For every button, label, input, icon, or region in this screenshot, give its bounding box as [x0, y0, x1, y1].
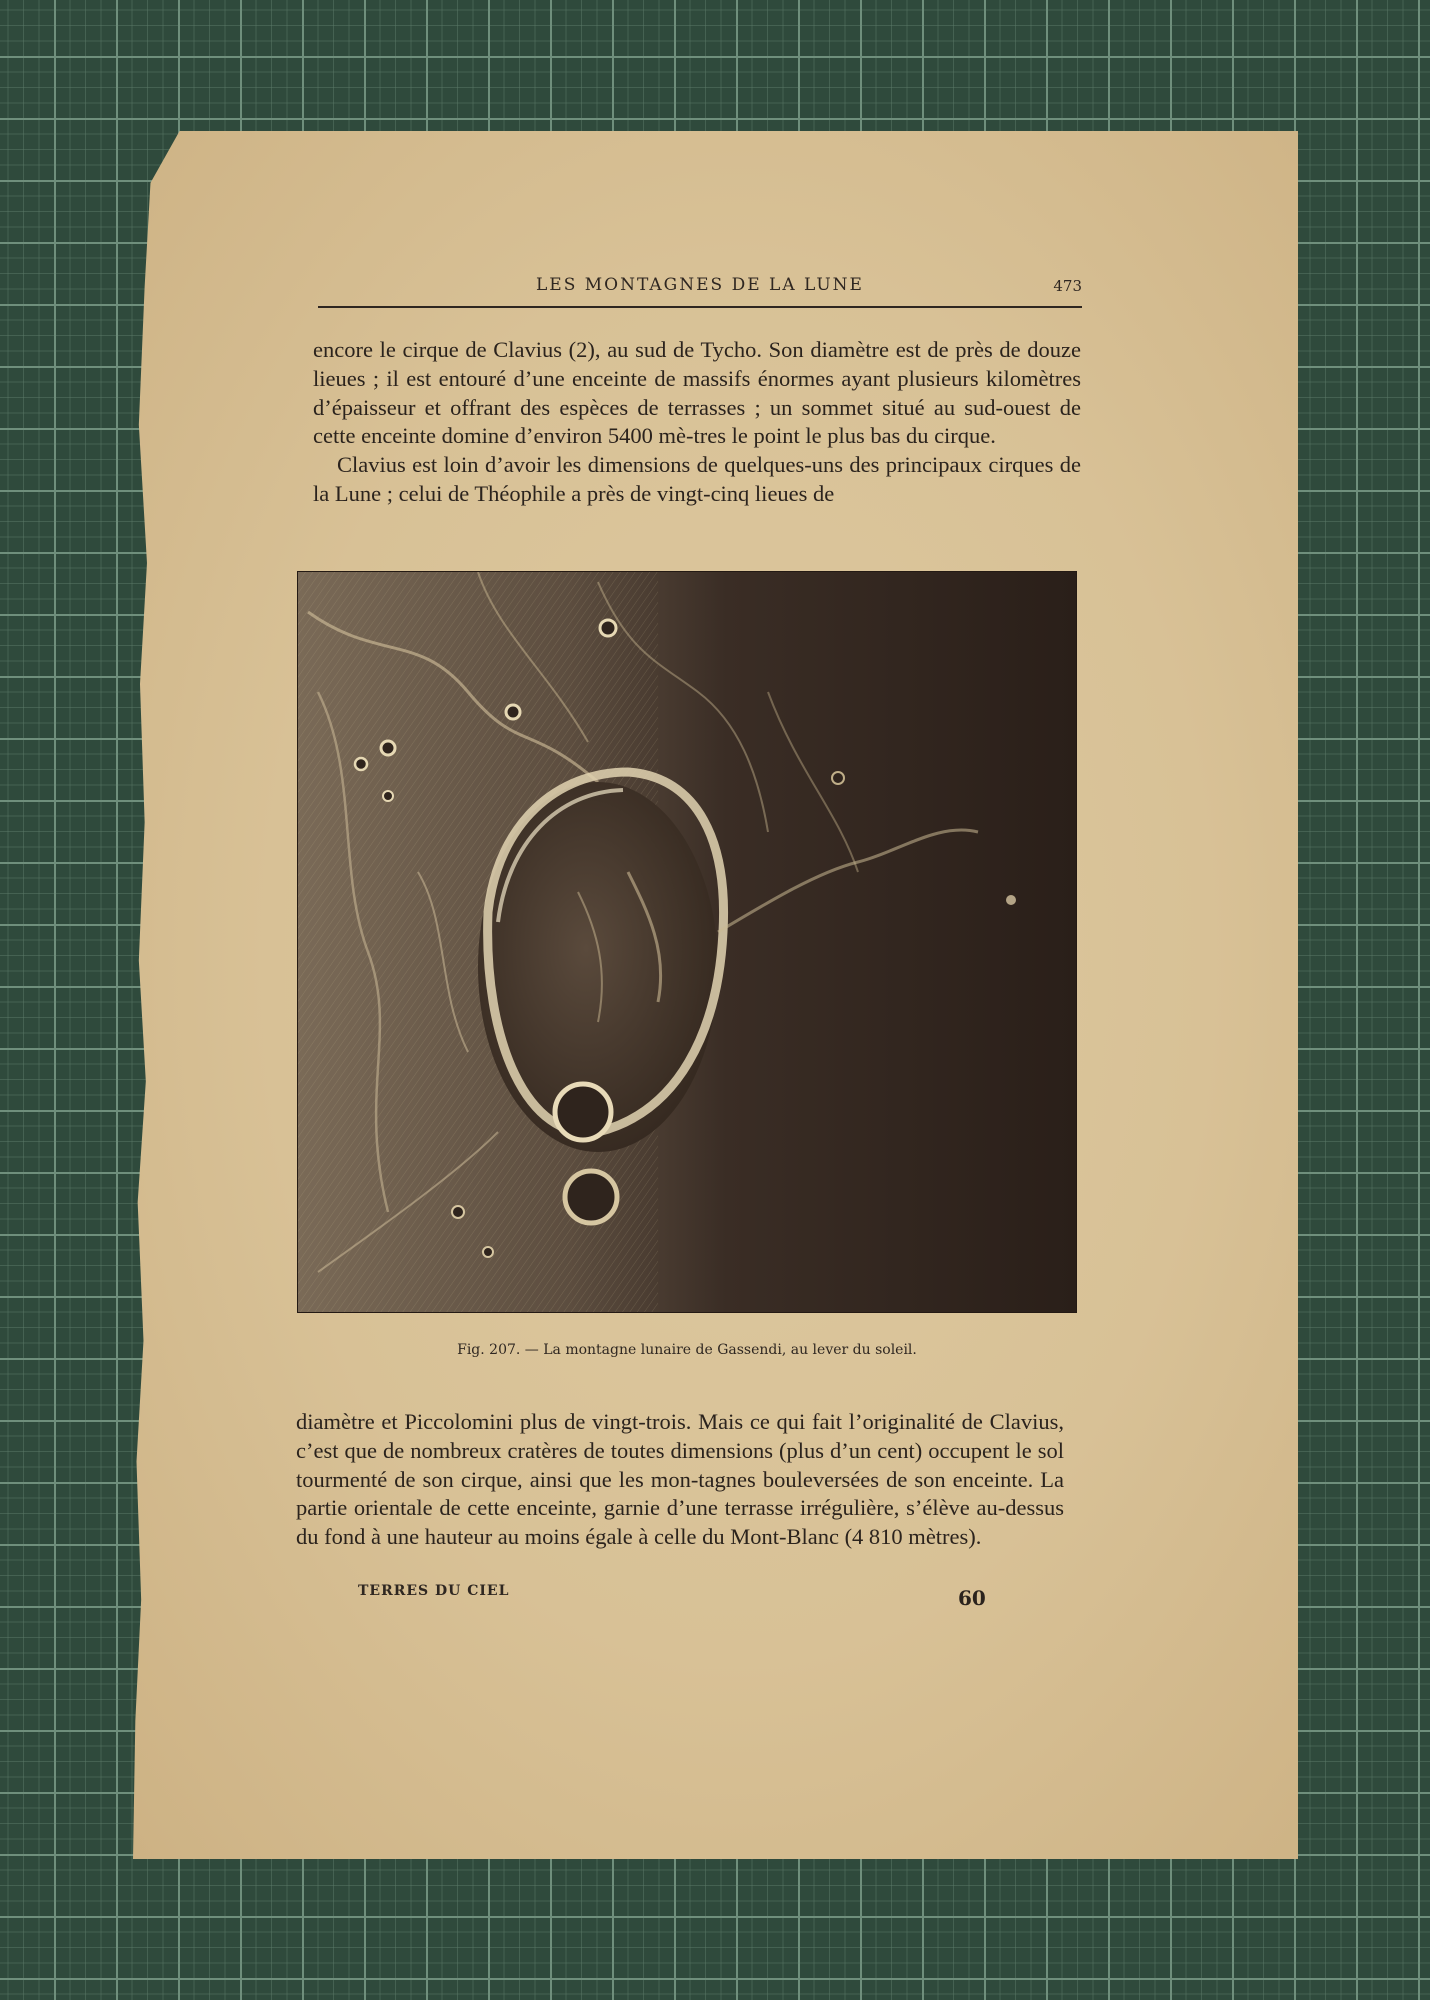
footer-series-title: TERRES DU CIEL	[358, 1583, 510, 1599]
paragraph-clavius-dimensions: Clavius est loin d’avoir les dimensions de quelques-uns des principaux cirques de la Lune ; celui de Théophile a près de vingt-cinq lieues de	[313, 452, 1081, 506]
paragraph-clavius-craters: diamètre et Piccolomini plus de vingt-trois. Mais ce qui fait l’originalité de Clavius, c’est que de nombreux cratères de toutes dimensions (plus d’un cent) occupent le sol tourmenté de son cirque, ainsi que les mon-tagnes bouleversées de son enceinte. La partie orientale de cette enceinte, garnie d’une terrasse irrégulière, s’élève au-dessus du fond à une hauteur au moins égale à celle du Mont-Blanc (4 810 mètres).	[296, 1409, 1064, 1550]
running-title: LES MONTAGNES DE LA LUNE	[536, 275, 864, 295]
footer-signature-mark: 60	[958, 1586, 986, 1610]
gassendi-engraving	[298, 572, 1076, 1312]
bottom-text-block	[296, 1408, 1064, 1552]
paragraph-clavius-diameter: encore le cirque de Clavius (2), au sud de Tycho. Son diamètre est de près de douze lieues ; il est entouré d’une enceinte de massifs énormes ayant plusieurs kilomètres d’épaisseur et offrant des espèces de terrasses ; un sommet situé au sud-ouest de cette enceinte domine d’environ 5400 mè-tres le point le plus bas du cirque.	[313, 337, 1081, 449]
top-text-block	[313, 336, 1081, 509]
page-header	[318, 272, 1082, 308]
figure-caption: Fig. 207. — La montagne lunaire de Gassendi, au lever du soleil.	[457, 1342, 917, 1358]
page-number: 473	[1053, 277, 1082, 295]
